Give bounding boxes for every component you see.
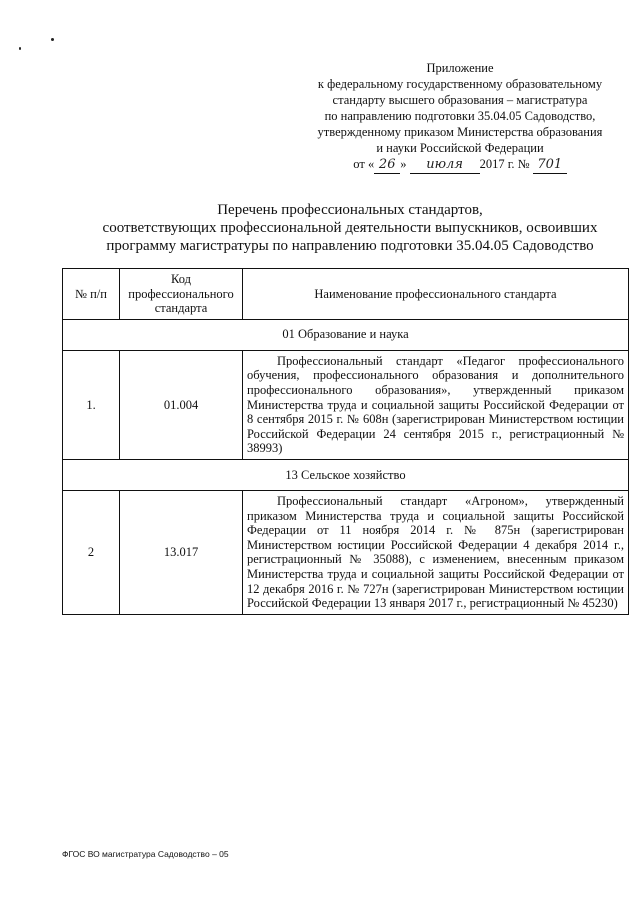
footer-note: ФГОС ВО магистратура Садоводство – 05 [62,849,229,859]
section-title: 01 Образование и наука [63,319,629,350]
appendix-date [300,156,620,174]
appendix-line: по направлению подготовки 35.04.05 Садоводство, [324,109,596,123]
title-line: соответствующих профессиональной деятельности выпускников, освоивших [102,220,598,236]
section-row [63,459,629,490]
section-row [63,319,629,350]
row-num: 2 [63,490,120,614]
header-name: Наименование профессионального стандарта [243,269,629,320]
table-header-row [63,269,629,320]
row-num: 1. [63,350,120,459]
scan-speck [19,47,21,50]
header-code: Код профессионального стандарта [120,269,243,320]
row-name: Профессиональный стандарт «Агроном», утвержденный приказом Министерства труда и социальной защиты Российской Федерации от 11 ноября 2014 г. № 875н (зарегистрирован Министерством юстиции Российской Федерации 4 декабря 2014 г., регистрационный № 35088), с изменением, внесенным приказом Министерства труда и социальной защиты Российской Федерации от 12 декабря 2016 г. № 727н (зарегистрирован Министерством юстиции Российской Федерации 13 января 2017 г., регистрационный № 45230) [243,490,629,614]
standards-table [62,268,629,615]
appendix-line: стандарту высшего образования – магистратура [332,93,588,107]
handwritten-day: 26 [374,157,400,174]
date-prefix: от « [353,157,375,171]
row-code: 01.004 [120,350,243,459]
row-code: 13.017 [120,490,243,614]
section-title: 13 Сельское хозяйство [63,459,629,490]
handwritten-month: июля [410,157,480,174]
appendix-line: к федеральному государственному образовательному [317,77,603,91]
title-line: программу магистратуры по направлению подготовки 35.04.05 Садоводство [106,238,594,254]
table-row [63,350,629,459]
date-year: 2017 г. № [479,157,530,171]
appendix-line: Приложение [426,61,494,75]
appendix-line: и науки Российской Федерации [376,141,544,155]
appendix-line: утвержденному приказом Министерства образования [317,125,603,139]
row-name: Профессиональный стандарт «Педагог профессионального обучения, профессионального образования и дополнительного профессионального образования», утвержденный приказом Министерства труда и социальной защиты Российской Федерации от 8 сентября 2015 г. № 608н (зарегистрирован Министерством юстиции Российской Федерации 24 сентября 2015 г., регистрационный № 38993) [243,350,629,459]
appendix-header [300,60,620,174]
header-num: № п/п [63,269,120,320]
scan-speck [51,38,54,41]
table-row [63,490,629,614]
document-title [60,201,640,255]
date-mid: » [400,157,407,171]
handwritten-number: 701 [533,157,567,174]
title-line: Перечень профессиональных стандартов, [217,202,483,218]
